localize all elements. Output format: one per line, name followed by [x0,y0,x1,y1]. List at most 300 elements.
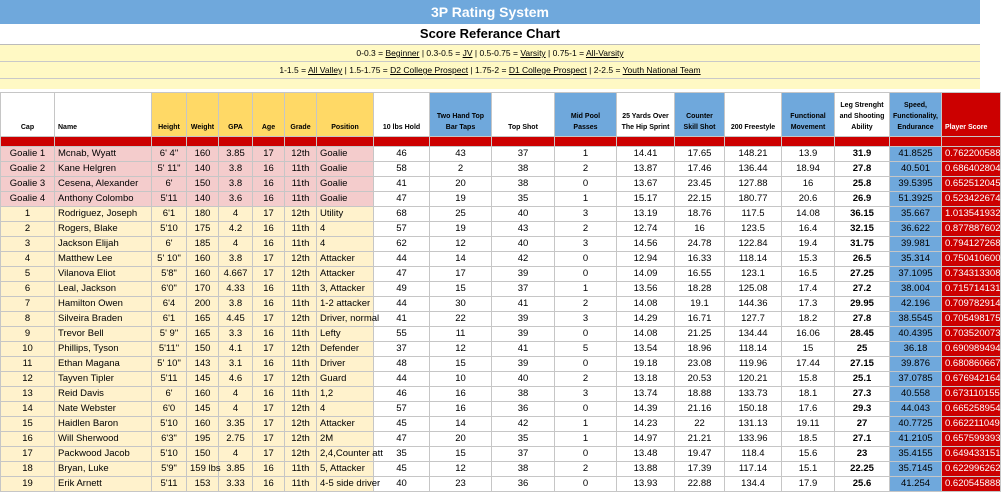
cell-height[interactable]: 6'3" [152,432,187,447]
cell-passes[interactable]: 0 [555,357,617,372]
cell-shot[interactable]: 35 [492,432,555,447]
cell-legs[interactable]: 27.8 [835,312,890,327]
cell-legs[interactable]: 32.15 [835,222,890,237]
cell-counter[interactable]: 16.71 [675,312,725,327]
cell-hold[interactable]: 46 [374,147,430,162]
cell-legs[interactable]: 27.1 [835,432,890,447]
cell-hold[interactable]: 37 [374,342,430,357]
cell-taps[interactable]: 10 [430,372,492,387]
cell-shot[interactable]: 39 [492,312,555,327]
cell-sprint[interactable]: 13.48 [617,447,675,462]
cell-taps[interactable]: 19 [430,222,492,237]
cell-grade[interactable]: 12th [285,342,317,357]
cell-free[interactable]: 133.96 [725,432,782,447]
cell-taps[interactable]: 20 [430,177,492,192]
cell-endurance[interactable]: 41.8525 [890,147,942,162]
cell-height[interactable]: 5' 10" [152,252,187,267]
cell-score[interactable]: 0.750410600 [942,252,1001,267]
cell-gpa[interactable]: 3.85 [219,147,253,162]
cell-gpa[interactable]: 3.8 [219,177,253,192]
cell-functional[interactable]: 18.2 [782,312,835,327]
cell-hold[interactable]: 48 [374,357,430,372]
cell-free[interactable]: 134.44 [725,327,782,342]
cell-free[interactable]: 180.77 [725,192,782,207]
cell-functional[interactable]: 19.4 [782,237,835,252]
cell-hold[interactable]: 55 [374,327,430,342]
cell-grade[interactable]: 12th [285,402,317,417]
cell-name[interactable]: Anthony Colombo [55,192,152,207]
cell-taps[interactable]: 30 [430,297,492,312]
cell-taps[interactable]: 12 [430,237,492,252]
cell-age[interactable]: 17 [253,147,285,162]
cell-height[interactable]: 6' [152,177,187,192]
cell-position[interactable]: 4 [317,402,374,417]
cell-height[interactable]: 5' 9" [152,327,187,342]
cell-hold[interactable]: 49 [374,282,430,297]
cell-position[interactable]: Driver [317,357,374,372]
cell-counter[interactable]: 18.28 [675,282,725,297]
cell-sprint[interactable]: 14.29 [617,312,675,327]
cell-name[interactable]: Will Sherwood [55,432,152,447]
cell-age[interactable]: 17 [253,417,285,432]
cell-counter[interactable]: 16 [675,222,725,237]
cell-name[interactable]: Jackson Elijah [55,237,152,252]
cell-sprint[interactable]: 13.67 [617,177,675,192]
cell-name[interactable]: Haidlen Baron [55,417,152,432]
cell-endurance[interactable]: 41.254 [890,477,942,492]
cell-sprint[interactable]: 13.56 [617,282,675,297]
cell-shot[interactable]: 39 [492,327,555,342]
cell-score[interactable]: 0.686402804 [942,162,1001,177]
cell-functional[interactable]: 17.44 [782,357,835,372]
cell-sprint[interactable]: 13.88 [617,462,675,477]
cell-functional[interactable]: 14.08 [782,207,835,222]
cell-endurance[interactable]: 35.7145 [890,462,942,477]
cell-shot[interactable]: 38 [492,462,555,477]
cell-name[interactable]: Vilanova Eliot [55,267,152,282]
cell-sprint[interactable]: 15.17 [617,192,675,207]
cell-position[interactable]: Guard [317,372,374,387]
cell-gpa[interactable]: 3.33 [219,477,253,492]
cell-score[interactable]: 0.649433151 [942,447,1001,462]
cell-functional[interactable]: 18.5 [782,432,835,447]
cell-legs[interactable]: 31.75 [835,237,890,252]
cell-name[interactable]: Bryan, Luke [55,462,152,477]
cell-endurance[interactable]: 39.981 [890,237,942,252]
cell-shot[interactable]: 38 [492,177,555,192]
cell-sprint[interactable]: 14.23 [617,417,675,432]
cell-counter[interactable]: 21.16 [675,402,725,417]
cell-taps[interactable]: 43 [430,147,492,162]
cell-grade[interactable]: 12th [285,432,317,447]
cell-cap[interactable]: 4 [1,252,55,267]
cell-name[interactable]: Reid Davis [55,387,152,402]
cell-grade[interactable]: 11th [285,192,317,207]
cell-functional[interactable]: 16.06 [782,327,835,342]
cell-legs[interactable]: 23 [835,447,890,462]
cell-sprint[interactable]: 14.09 [617,267,675,282]
cell-hold[interactable]: 68 [374,207,430,222]
cell-sprint[interactable]: 14.56 [617,237,675,252]
cell-name[interactable]: Cesena, Alexander [55,177,152,192]
cell-shot[interactable]: 39 [492,357,555,372]
cell-weight[interactable]: 140 [187,162,219,177]
cell-counter[interactable]: 19.47 [675,447,725,462]
cell-grade[interactable]: 11th [285,237,317,252]
cell-name[interactable]: Nate Webster [55,402,152,417]
col-passes[interactable]: Mid Pool Passes [555,93,617,137]
cell-taps[interactable]: 15 [430,357,492,372]
cell-free[interactable]: 131.13 [725,417,782,432]
cell-legs[interactable]: 25.1 [835,372,890,387]
cell-gpa[interactable]: 4.6 [219,372,253,387]
cell-legs[interactable]: 29.95 [835,297,890,312]
cell-height[interactable]: 6'4 [152,297,187,312]
cell-shot[interactable]: 42 [492,252,555,267]
cell-name[interactable]: Trevor Bell [55,327,152,342]
cell-passes[interactable]: 1 [555,417,617,432]
cell-legs[interactable]: 26.9 [835,192,890,207]
cell-passes[interactable]: 2 [555,222,617,237]
cell-height[interactable]: 5'11 [152,372,187,387]
cell-hold[interactable]: 44 [374,252,430,267]
cell-cap[interactable]: Goalie 2 [1,162,55,177]
cell-endurance[interactable]: 40.7725 [890,417,942,432]
cell-position[interactable]: 1-2 attacker [317,297,374,312]
cell-age[interactable]: 16 [253,387,285,402]
cell-grade[interactable]: 11th [285,282,317,297]
cell-legs[interactable]: 25.6 [835,477,890,492]
cell-free[interactable]: 122.84 [725,237,782,252]
cell-endurance[interactable]: 39.5395 [890,177,942,192]
cell-cap[interactable]: 8 [1,312,55,327]
cell-grade[interactable]: 11th [285,297,317,312]
cell-grade[interactable]: 12th [285,312,317,327]
cell-passes[interactable]: 2 [555,297,617,312]
cell-taps[interactable]: 16 [430,402,492,417]
cell-gpa[interactable]: 3.6 [219,192,253,207]
cell-cap[interactable]: 10 [1,342,55,357]
cell-endurance[interactable]: 38.004 [890,282,942,297]
cell-taps[interactable]: 22 [430,312,492,327]
cell-age[interactable]: 16 [253,477,285,492]
cell-position[interactable]: Defender [317,342,374,357]
col-score[interactable]: Player Score [942,93,1001,137]
cell-height[interactable]: 6' [152,237,187,252]
cell-score[interactable]: 0.622996262 [942,462,1001,477]
cell-position[interactable]: Attacker [317,417,374,432]
cell-functional[interactable]: 15.3 [782,252,835,267]
cell-name[interactable]: Rodriguez, Joseph [55,207,152,222]
cell-free[interactable]: 148.21 [725,147,782,162]
cell-age[interactable]: 16 [253,282,285,297]
cell-counter[interactable]: 17.46 [675,162,725,177]
col-shot[interactable]: Top Shot [492,93,555,137]
cell-functional[interactable]: 15.6 [782,447,835,462]
cell-legs[interactable]: 25.8 [835,177,890,192]
cell-free[interactable]: 127.88 [725,177,782,192]
cell-passes[interactable]: 1 [555,432,617,447]
cell-hold[interactable]: 58 [374,162,430,177]
cell-cap[interactable]: 14 [1,402,55,417]
cell-grade[interactable]: 12th [285,372,317,387]
cell-name[interactable]: Rogers, Blake [55,222,152,237]
cell-weight[interactable]: 145 [187,402,219,417]
cell-taps[interactable]: 19 [430,192,492,207]
cell-gpa[interactable]: 2.75 [219,432,253,447]
cell-functional[interactable]: 17.3 [782,297,835,312]
cell-height[interactable]: 5'11" [152,342,187,357]
cell-passes[interactable]: 2 [555,372,617,387]
cell-weight[interactable]: 200 [187,297,219,312]
cell-grade[interactable]: 12th [285,447,317,462]
cell-passes[interactable]: 5 [555,342,617,357]
cell-weight[interactable]: 145 [187,372,219,387]
cell-sprint[interactable]: 13.18 [617,372,675,387]
cell-weight[interactable]: 159 lbs [187,462,219,477]
cell-endurance[interactable]: 44.043 [890,402,942,417]
cell-passes[interactable]: 0 [555,477,617,492]
cell-sprint[interactable]: 19.18 [617,357,675,372]
cell-taps[interactable]: 23 [430,477,492,492]
cell-grade[interactable]: 11th [285,357,317,372]
cell-score[interactable]: 0.705498175 [942,312,1001,327]
cell-shot[interactable]: 41 [492,342,555,357]
cell-functional[interactable]: 20.6 [782,192,835,207]
cell-score[interactable]: 0.794127268 [942,237,1001,252]
cell-functional[interactable]: 15.8 [782,372,835,387]
cell-shot[interactable]: 37 [492,447,555,462]
cell-age[interactable]: 17 [253,267,285,282]
cell-cap[interactable]: 1 [1,207,55,222]
cell-taps[interactable]: 2 [430,162,492,177]
cell-grade[interactable]: 11th [285,162,317,177]
cell-cap[interactable]: 17 [1,447,55,462]
cell-cap[interactable]: 6 [1,282,55,297]
cell-hold[interactable]: 45 [374,462,430,477]
cell-cap[interactable]: 13 [1,387,55,402]
cell-free[interactable]: 117.14 [725,462,782,477]
cell-legs[interactable]: 27.2 [835,282,890,297]
col-functional[interactable]: Functional Movement [782,93,835,137]
cell-hold[interactable]: 57 [374,402,430,417]
cell-gpa[interactable]: 3.8 [219,162,253,177]
cell-endurance[interactable]: 40.558 [890,387,942,402]
cell-position[interactable]: Goalie [317,147,374,162]
cell-grade[interactable]: 12th [285,417,317,432]
col-counter[interactable]: Counter Skill Shot [675,93,725,137]
cell-age[interactable]: 17 [253,312,285,327]
cell-counter[interactable]: 22.15 [675,192,725,207]
cell-cap[interactable]: 11 [1,357,55,372]
cell-position[interactable]: 4 [317,237,374,252]
cell-age[interactable]: 16 [253,162,285,177]
cell-score[interactable]: 1.013541932 [942,207,1001,222]
cell-endurance[interactable]: 36.18 [890,342,942,357]
cell-legs[interactable]: 26.5 [835,252,890,267]
cell-legs[interactable]: 27.3 [835,387,890,402]
cell-height[interactable]: 5'11 [152,477,187,492]
cell-hold[interactable]: 47 [374,267,430,282]
cell-cap[interactable]: 7 [1,297,55,312]
cell-sprint[interactable]: 13.93 [617,477,675,492]
cell-shot[interactable]: 40 [492,207,555,222]
cell-passes[interactable]: 0 [555,447,617,462]
cell-sprint[interactable]: 14.08 [617,327,675,342]
cell-gpa[interactable]: 4 [219,207,253,222]
cell-cap[interactable]: 9 [1,327,55,342]
cell-taps[interactable]: 17 [430,267,492,282]
cell-shot[interactable]: 41 [492,297,555,312]
cell-shot[interactable]: 38 [492,162,555,177]
cell-weight[interactable]: 180 [187,207,219,222]
cell-age[interactable]: 17 [253,207,285,222]
cell-weight[interactable]: 150 [187,342,219,357]
cell-legs[interactable]: 27 [835,417,890,432]
cell-taps[interactable]: 11 [430,327,492,342]
cell-age[interactable]: 16 [253,462,285,477]
cell-sprint[interactable]: 14.08 [617,297,675,312]
cell-score[interactable]: 0.673110155 [942,387,1001,402]
cell-weight[interactable]: 160 [187,147,219,162]
col-weight[interactable]: Weight [187,93,219,137]
col-taps[interactable]: Two Hand Top Bar Taps [430,93,492,137]
cell-gpa[interactable]: 4.2 [219,222,253,237]
cell-passes[interactable]: 3 [555,387,617,402]
cell-shot[interactable]: 37 [492,282,555,297]
cell-passes[interactable]: 0 [555,327,617,342]
cell-age[interactable]: 16 [253,237,285,252]
cell-gpa[interactable]: 4 [219,237,253,252]
cell-height[interactable]: 6'1 [152,312,187,327]
cell-functional[interactable]: 17.6 [782,402,835,417]
cell-cap[interactable]: 15 [1,417,55,432]
cell-functional[interactable]: 16.5 [782,267,835,282]
cell-counter[interactable]: 18.88 [675,387,725,402]
cell-sprint[interactable]: 13.87 [617,162,675,177]
cell-cap[interactable]: 3 [1,237,55,252]
cell-height[interactable]: 5'10 [152,417,187,432]
cell-weight[interactable]: 160 [187,267,219,282]
cell-gpa[interactable]: 4 [219,447,253,462]
cell-counter[interactable]: 19.1 [675,297,725,312]
col-sprint[interactable]: 25 Yards Over The Hip Sprint [617,93,675,137]
cell-counter[interactable]: 16.33 [675,252,725,267]
cell-taps[interactable]: 14 [430,417,492,432]
cell-functional[interactable]: 15.1 [782,462,835,477]
cell-gpa[interactable]: 3.85 [219,462,253,477]
cell-legs[interactable]: 31.9 [835,147,890,162]
cell-weight[interactable]: 185 [187,237,219,252]
cell-functional[interactable]: 16 [782,177,835,192]
cell-free[interactable]: 133.73 [725,387,782,402]
cell-free[interactable]: 120.21 [725,372,782,387]
cell-functional[interactable]: 18.1 [782,387,835,402]
cell-gpa[interactable]: 4 [219,387,253,402]
cell-name[interactable]: Matthew Lee [55,252,152,267]
cell-grade[interactable]: 12th [285,267,317,282]
cell-hold[interactable]: 41 [374,177,430,192]
cell-position[interactable]: 1,2 [317,387,374,402]
cell-score[interactable]: 0.762200588 [942,147,1001,162]
cell-hold[interactable]: 47 [374,432,430,447]
cell-age[interactable]: 17 [253,372,285,387]
cell-height[interactable]: 5'10 [152,222,187,237]
cell-shot[interactable]: 39 [492,267,555,282]
cell-shot[interactable]: 38 [492,387,555,402]
cell-hold[interactable]: 46 [374,387,430,402]
cell-free[interactable]: 123.5 [725,222,782,237]
col-grade[interactable]: Grade [285,93,317,137]
cell-weight[interactable]: 165 [187,327,219,342]
cell-passes[interactable]: 1 [555,192,617,207]
cell-sprint[interactable]: 13.19 [617,207,675,222]
cell-functional[interactable]: 13.9 [782,147,835,162]
cell-score[interactable]: 0.709782914 [942,297,1001,312]
cell-taps[interactable]: 16 [430,387,492,402]
cell-score[interactable]: 0.676942164 [942,372,1001,387]
cell-cap[interactable]: Goalie 3 [1,177,55,192]
col-height[interactable]: Height [152,93,187,137]
cell-height[interactable]: 5' 10" [152,357,187,372]
col-legs[interactable]: Leg Strenght and Shooting Ability [835,93,890,137]
cell-grade[interactable]: 12th [285,252,317,267]
cell-legs[interactable]: 27.8 [835,162,890,177]
cell-hold[interactable]: 44 [374,372,430,387]
cell-hold[interactable]: 40 [374,477,430,492]
cell-passes[interactable]: 3 [555,237,617,252]
cell-sprint[interactable]: 13.74 [617,387,675,402]
col-endurance[interactable]: Speed, Functionality, Endurance [890,93,942,137]
cell-gpa[interactable]: 4.667 [219,267,253,282]
cell-legs[interactable]: 36.15 [835,207,890,222]
cell-name[interactable]: Phillips, Tyson [55,342,152,357]
cell-shot[interactable]: 40 [492,372,555,387]
cell-score[interactable]: 0.665258954 [942,402,1001,417]
cell-hold[interactable]: 41 [374,312,430,327]
cell-grade[interactable]: 11th [285,387,317,402]
cell-shot[interactable]: 35 [492,192,555,207]
cell-taps[interactable]: 15 [430,447,492,462]
cell-functional[interactable]: 17.9 [782,477,835,492]
cell-passes[interactable]: 1 [555,282,617,297]
cell-counter[interactable]: 17.39 [675,462,725,477]
cell-score[interactable]: 0.652512045 [942,177,1001,192]
cell-endurance[interactable]: 38.5545 [890,312,942,327]
cell-free[interactable]: 117.5 [725,207,782,222]
col-age[interactable]: Age [253,93,285,137]
cell-shot[interactable]: 37 [492,147,555,162]
cell-sprint[interactable]: 12.94 [617,252,675,267]
cell-counter[interactable]: 23.08 [675,357,725,372]
cell-hold[interactable]: 62 [374,237,430,252]
cell-name[interactable]: Silveira Braden [55,312,152,327]
col-position[interactable]: Position [317,93,374,137]
cell-name[interactable]: Mcnab, Wyatt [55,147,152,162]
cell-score[interactable]: 0.715714131 [942,282,1001,297]
cell-taps[interactable]: 12 [430,462,492,477]
cell-cap[interactable]: 5 [1,267,55,282]
cell-gpa[interactable]: 3.1 [219,357,253,372]
cell-passes[interactable]: 0 [555,267,617,282]
cell-counter[interactable]: 18.96 [675,342,725,357]
cell-grade[interactable]: 11th [285,222,317,237]
cell-taps[interactable]: 20 [430,432,492,447]
cell-counter[interactable]: 17.65 [675,147,725,162]
cell-cap[interactable]: 18 [1,462,55,477]
cell-endurance[interactable]: 35.4155 [890,447,942,462]
cell-free[interactable]: 119.96 [725,357,782,372]
